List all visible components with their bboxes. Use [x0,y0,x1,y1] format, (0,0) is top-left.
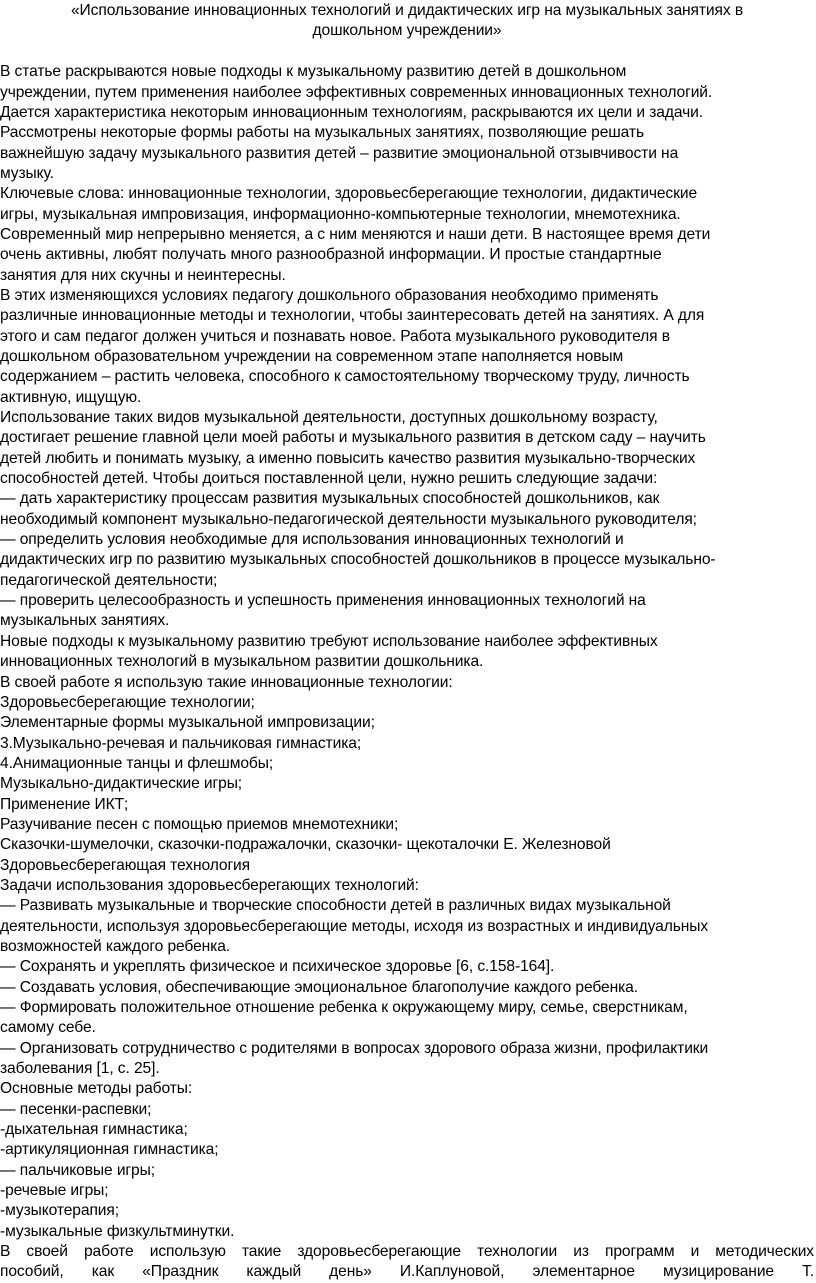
body-text-line: Использование таких видов музыкальной деятельности, доступных дошкольному возрасту, [0,409,658,427]
closing-text-line: пособий, как «Праздник каждый день» И.Каплуновой, элементарное музицирование Т. [0,1263,814,1281]
body-text-line: музыку. [0,164,54,182]
body-text-line: -речевые игры; [0,1182,109,1200]
body-text-line: Применение ИКТ; [0,795,129,813]
body-text-line: Задачи использования здоровьесберегающих технологий: [0,876,419,894]
body-text-line: 3.Музыкально-речевая и пальчиковая гимнастика; [0,734,362,752]
body-text-line: Здоровьесберегающая технология [0,856,251,874]
body-text-line: Ключевые слова: инновационные технологии, здоровьесберегающие технологии, дидактические [0,185,698,203]
title-line: «Использование инновационных технологий и дидактических игр на музыкальных занятиях в [70,2,743,19]
document-title [0,1,814,42]
body-text-line: педагогической деятельности; [0,571,218,589]
body-text-line: способностей детей. Чтобы доиться поставленной цели, нужно решить следующие задачи: [0,470,658,488]
body-text-line: деятельности, используя здоровьесберегающие методы, исходя из возрастных и индивидуальных [0,917,709,935]
body-text-line: важнейшую задачу музыкального развития детей – развитие эмоциональной отзывчивости на [0,144,679,162]
body-text-line: достигает решение главной цели моей работы и музыкального развития в детском саду – научить [0,429,706,447]
body-text-line: учреждении, путем применения наиболее эффективных современных инновационных технологий. [0,83,713,101]
body-text-line: — Формировать положительное отношение ребенка к окружающему миру, семье, сверстникам, [0,999,688,1017]
body-text-line: очень активны, любят получать много разнообразной информации. И простые стандартные [0,246,662,264]
body-text-line: содержанием – растить человека, способного к самостоятельному творческому труду, личность [0,368,690,386]
body-text-line: -музыкотерапия; [0,1202,119,1220]
body-text-line: — определить условия необходимые для использования инновационных технологий и [0,531,624,549]
body-text-line: — песенки-распевки; [0,1100,152,1118]
body-text-line: 4.Анимационные танцы и флешмобы; [0,754,274,772]
body-text-line: музыкальных занятиях. [0,612,170,630]
body-text-line: дошкольном образовательном учреждении на современном этапе наполняется новым [0,348,624,366]
body-text-line: Дается характеристика некоторым инновационным технологиям, раскрываются их цели и задачи. [0,103,703,121]
title-line: дошкольном учреждении» [312,22,502,40]
body-text-line: В своей работе я использую такие инновационные технологии: [0,673,453,691]
body-text-line: этого и сам педагог должен учиться и познавать новое. Работа музыкального руководителя в [0,327,670,345]
body-text-line: Сказочки-шумелочки, сказочки-подражалочки, сказочки- щекоталочки Е. Железновой [0,836,611,854]
body-text-line: Современный мир непрерывно меняется, а с ним меняются и наши дети. В настоящее время дети [0,225,711,243]
body-text-line: Элементарные формы музыкальной импровизации; [0,714,375,732]
body-text-line: различные инновационные методы и технологии, чтобы заинтересовать детей на занятиях. А для [0,307,705,325]
document-body [0,62,814,1242]
body-text-line: самому себе. [0,1019,96,1037]
body-text-line: — Организовать сотрудничество с родителями в вопросах здорового образа жизни, профилактики [0,1039,709,1057]
body-text-line: — Сохранять и укреплять физическое и психическое здоровье [6, с.158-164]. [0,958,555,976]
closing-text-line: В своей работе использую такие здоровьесберегающие технологии из программ и методических [0,1243,814,1261]
body-text-line: Здоровьесберегающие технологии; [0,693,255,711]
body-text-line: -артикуляционная гимнастика; [0,1141,219,1159]
body-text-line: возможностей каждого ребенка. [0,937,231,955]
body-text-line: — пальчиковые игры; [0,1161,155,1179]
body-text-line: заболевания [1, с. 25]. [0,1060,160,1078]
body-text-line: В статье раскрываются новые подходы к музыкальному развитию детей в дошкольном [0,63,627,81]
body-text-line: -музыкальные физкультминутки. [0,1222,235,1240]
body-text-line: дидактических игр по развитию музыкальных способностей дошкольников в процессе музыкально- [0,551,716,569]
body-text-line: Основные методы работы: [0,1080,193,1098]
body-text-line: Новые подходы к музыкальному развитию требуют использование наиболее эффективных [0,632,658,650]
body-text-line: Музыкально-дидактические игры; [0,775,243,793]
title-spacer [0,42,814,62]
body-text-line: -дыхательная гимнастика; [0,1121,188,1139]
body-text-line: необходимый компонент музыкально-педагогической деятельности музыкального руководителя; [0,510,697,528]
body-text-line: В этих изменяющихся условиях педагогу дошкольного образования необходимо применять [0,286,659,304]
body-text-line: — дать характеристику процессам развития музыкальных способностей дошкольников, как [0,490,660,508]
body-text-line: инновационных технологий в музыкальном развитии дошкольника. [0,653,484,671]
body-text-line: — Создавать условия, обеспечивающие эмоциональное благополучие каждого ребенка. [0,978,638,996]
body-text-line: Разучивание песен с помощью приемов мнемотехники; [0,815,399,833]
body-text-line: — проверить целесообразность и успешность применения инновационных технологий на [0,592,646,610]
body-text-line: детей любить и понимать музыку, а именно повысить качество развития музыкально-творческих [0,449,696,467]
document-closing-paragraph [0,1242,814,1283]
body-text-line: занятия для них скучны и неинтересны. [0,266,286,284]
body-text-line: игры, музыкальная импровизация, информационно-компьютерные технологии, мнемотехника. [0,205,681,223]
body-text-line: активную, ищущую. [0,388,142,406]
body-text-line: — Развивать музыкальные и творческие способности детей в различных видах музыкальной [0,897,671,915]
body-text-line: Рассмотрены некоторые формы работы на музыкальных занятиях, позволяющие решать [0,124,644,142]
